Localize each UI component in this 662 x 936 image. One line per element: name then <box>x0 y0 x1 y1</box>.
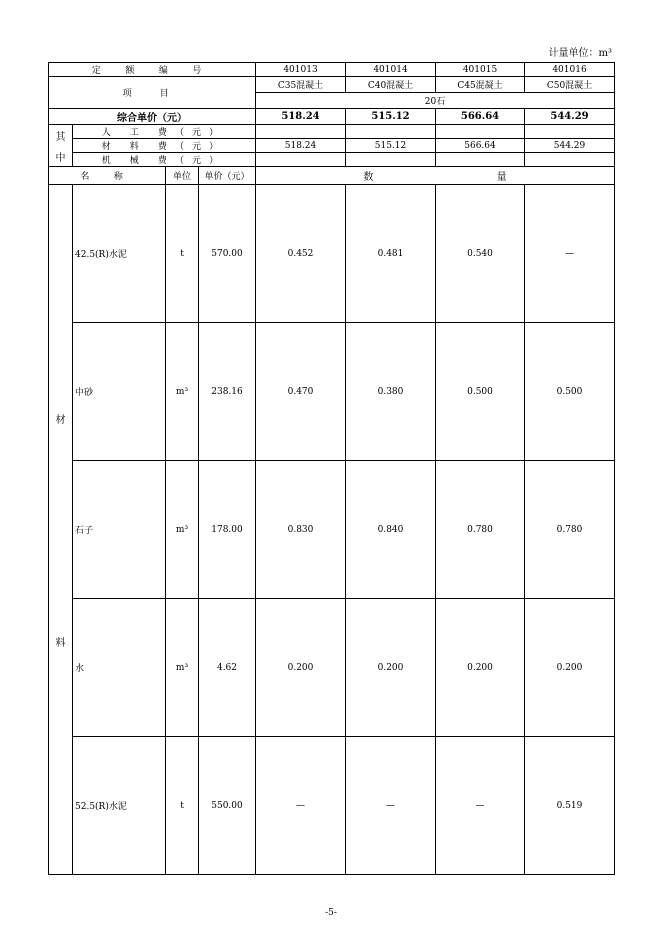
breakdown-cell: 544.29 <box>525 139 615 153</box>
name-header: 名 称 <box>49 167 166 185</box>
material-qty: — <box>346 737 436 875</box>
breakdown-cell <box>436 153 525 167</box>
breakdown-label: 机 械 费（元） <box>73 153 256 167</box>
code-row <box>49 63 615 77</box>
breakdown-cell <box>525 125 615 139</box>
item-cell: C50混凝土 <box>525 77 615 93</box>
code-cell: 401016 <box>525 63 615 77</box>
material-price: 570.00 <box>199 185 256 323</box>
total-row <box>49 109 615 125</box>
breakdown-row <box>49 153 615 167</box>
material-qty: — <box>436 737 525 875</box>
quantity-header <box>256 167 615 185</box>
breakdown-label: 人 工 费（元） <box>73 125 256 139</box>
material-qty: 0.200 <box>525 599 615 737</box>
material-unit: m³ <box>166 599 199 737</box>
total-cell: 544.29 <box>525 109 615 125</box>
material-price: 4.62 <box>199 599 256 737</box>
materials-side-bottom: 料 <box>55 638 66 649</box>
material-unit: m³ <box>166 323 199 461</box>
material-qty: 0.519 <box>525 737 615 875</box>
unit-header: 单位 <box>166 167 199 185</box>
total-label: 综合单价（元） <box>49 109 256 125</box>
breakdown-cell <box>436 125 525 139</box>
item-label: 项 目 <box>49 77 256 109</box>
material-name: 水 <box>73 599 166 737</box>
total-cell: 518.24 <box>256 109 346 125</box>
quantity-header-right: 量 <box>496 172 507 183</box>
item-row <box>49 77 615 93</box>
price-header: 单价（元） <box>199 167 256 185</box>
material-qty: 0.470 <box>256 323 346 461</box>
material-name: 石子 <box>73 461 166 599</box>
material-row <box>49 599 615 737</box>
breakdown-label: 材 料 费（元） <box>73 139 256 153</box>
item-cell: C35混凝土 <box>256 77 346 93</box>
total-cell: 515.12 <box>346 109 436 125</box>
aggregate-cell: 20石 <box>256 93 615 109</box>
material-qty: 0.840 <box>346 461 436 599</box>
breakdown-side-top: 其 <box>55 131 66 143</box>
material-price: 238.16 <box>199 323 256 461</box>
quota-table <box>48 62 615 875</box>
total-cell: 566.64 <box>436 109 525 125</box>
breakdown-cell <box>346 125 436 139</box>
material-qty: 0.780 <box>436 461 525 599</box>
quantity-header-left: 数 <box>363 172 374 183</box>
page-number: -5- <box>325 908 337 918</box>
item-cell: C45混凝土 <box>436 77 525 93</box>
material-qty: 0.540 <box>436 185 525 323</box>
code-cell: 401015 <box>436 63 525 77</box>
material-row <box>49 323 615 461</box>
breakdown-row <box>49 125 615 139</box>
material-qty: 0.380 <box>346 323 436 461</box>
material-qty: 0.780 <box>525 461 615 599</box>
code-cell: 401013 <box>256 63 346 77</box>
material-unit: t <box>166 185 199 323</box>
materials-side-label <box>49 185 73 875</box>
material-qty: 0.200 <box>346 599 436 737</box>
material-qty: — <box>256 737 346 875</box>
breakdown-cell: 566.64 <box>436 139 525 153</box>
material-row <box>49 461 615 599</box>
breakdown-side-label <box>49 125 73 167</box>
material-qty: — <box>525 185 615 323</box>
material-qty: 0.200 <box>436 599 525 737</box>
material-name: 中砂 <box>73 323 166 461</box>
material-qty: 0.830 <box>256 461 346 599</box>
material-row <box>49 737 615 875</box>
material-name: 52.5(R)水泥 <box>73 737 166 875</box>
breakdown-cell <box>256 125 346 139</box>
material-unit: m³ <box>166 461 199 599</box>
material-qty: 0.481 <box>346 185 436 323</box>
column-header-row <box>49 167 615 185</box>
breakdown-cell <box>525 153 615 167</box>
item-cell: C40混凝土 <box>346 77 436 93</box>
material-name: 42.5(R)水泥 <box>73 185 166 323</box>
material-qty: 0.200 <box>256 599 346 737</box>
code-cell: 401014 <box>346 63 436 77</box>
breakdown-cell: 515.12 <box>346 139 436 153</box>
material-row <box>49 185 615 323</box>
material-qty: 0.500 <box>436 323 525 461</box>
breakdown-side-bottom: 中 <box>55 152 66 164</box>
breakdown-cell <box>256 153 346 167</box>
material-unit: t <box>166 737 199 875</box>
material-qty: 0.452 <box>256 185 346 323</box>
breakdown-cell <box>346 153 436 167</box>
breakdown-cell: 518.24 <box>256 139 346 153</box>
unit-note: 计量单位：m³ <box>548 48 612 59</box>
code-label: 定 额 编 号 <box>49 63 256 77</box>
material-price: 550.00 <box>199 737 256 875</box>
material-qty: 0.500 <box>525 323 615 461</box>
breakdown-row <box>49 139 615 153</box>
material-price: 178.00 <box>199 461 256 599</box>
materials-side-top: 材 <box>55 415 66 426</box>
